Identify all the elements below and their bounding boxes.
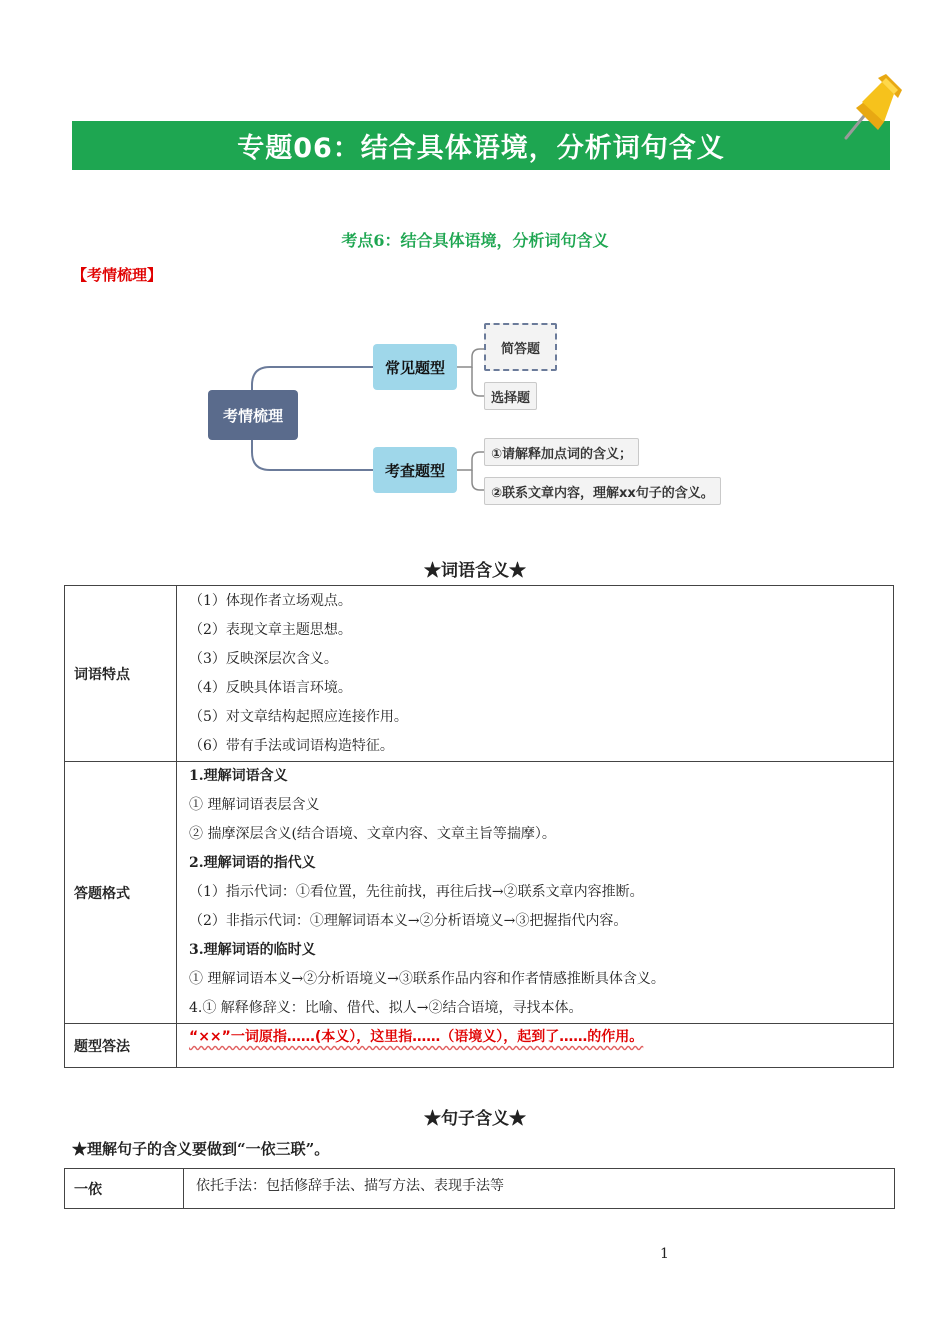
row-header: 一依 [65, 1169, 184, 1209]
sentence-meaning-table [64, 1168, 895, 1209]
table-row [65, 762, 894, 1024]
format-line: ① 理解词语本义→②分析语境义→③联系作品内容和作者情感推断具体含义。 [189, 971, 665, 987]
feature-line: （2）表现文章主题思想。 [189, 621, 352, 638]
format-line: （1）指示代词：①看位置，先往前找，再往后找→②联系文章内容推断。 [189, 884, 644, 900]
feature-line: （6）带有手法或词语构造特征。 [189, 737, 394, 754]
banner-title: 专题06：结合具体语境，分析词句含义 [237, 133, 725, 164]
word-section-title: ★词语含义★ [424, 561, 526, 581]
features-cell [177, 586, 894, 762]
page-number: 1 [660, 1246, 669, 1262]
leaf-label: 简答题 [500, 341, 540, 357]
row-header: 词语特点 [65, 586, 177, 762]
format-line: ① 理解词语表层含义 [189, 797, 320, 813]
format-heading: 3.理解词语的临时义 [189, 942, 316, 958]
mindmap-leaf-short-answer [484, 323, 557, 371]
sentence-section-title: ★句子含义★ [424, 1109, 526, 1129]
row-header: 答题格式 [65, 762, 177, 1024]
mindmap-leaf-sentence-meaning: ②联系文章内容，理解xx句子的含义。 [484, 477, 721, 505]
exam-point-subtitle: 考点6：结合具体语境，分析词句含义 [341, 231, 609, 250]
section-tag: 【考情梳理】 [72, 266, 163, 284]
row-header: 题型答法 [65, 1024, 177, 1068]
feature-line: （3）反映深层次含义。 [189, 650, 338, 667]
mindmap-category-common: 常见题型 [373, 344, 457, 390]
mindmap-leaf-word-meaning: ①请解释加点词的含义； [484, 438, 639, 466]
table-row [65, 586, 894, 762]
format-heading: 1.理解词语含义 [189, 768, 288, 784]
feature-line: （5）对文章结构起照应连接作用。 [189, 708, 408, 725]
mindmap-connectors [0, 0, 950, 560]
format-cell [177, 762, 894, 1024]
table-row [65, 1169, 895, 1209]
row-content: 依托手法：包括修辞手法、描写方法、表现手法等 [184, 1169, 895, 1209]
answer-template: “××”一词原指……(本义），这里指……（语境义），起到了……的作用。 [189, 1029, 644, 1045]
format-line: （2）非指示代词：①理解词语本义→②分析语境义→③把握指代内容。 [189, 913, 628, 929]
feature-line: （1）体现作者立场观点。 [189, 592, 352, 609]
mindmap-root: 考情梳理 [208, 390, 298, 440]
format-line: ② 揣摩深层含义(结合语境、文章内容、文章主旨等揣摩）。 [189, 826, 556, 842]
feature-line: （4）反映具体语言环境。 [189, 679, 352, 696]
mindmap-leaf-choice: 选择题 [484, 382, 537, 410]
table-row [65, 1024, 894, 1068]
mindmap-category-exam: 考查题型 [373, 447, 457, 493]
method-cell [177, 1024, 894, 1068]
sentence-note: ★理解句子的含义要做到“一依三联”。 [72, 1140, 330, 1158]
word-meaning-table [64, 585, 894, 1068]
format-line: 4.① 解释修辞义：比喻、借代、拟人→②结合语境，寻找本体。 [189, 1000, 583, 1016]
format-heading: 2.理解词语的指代义 [189, 855, 316, 871]
